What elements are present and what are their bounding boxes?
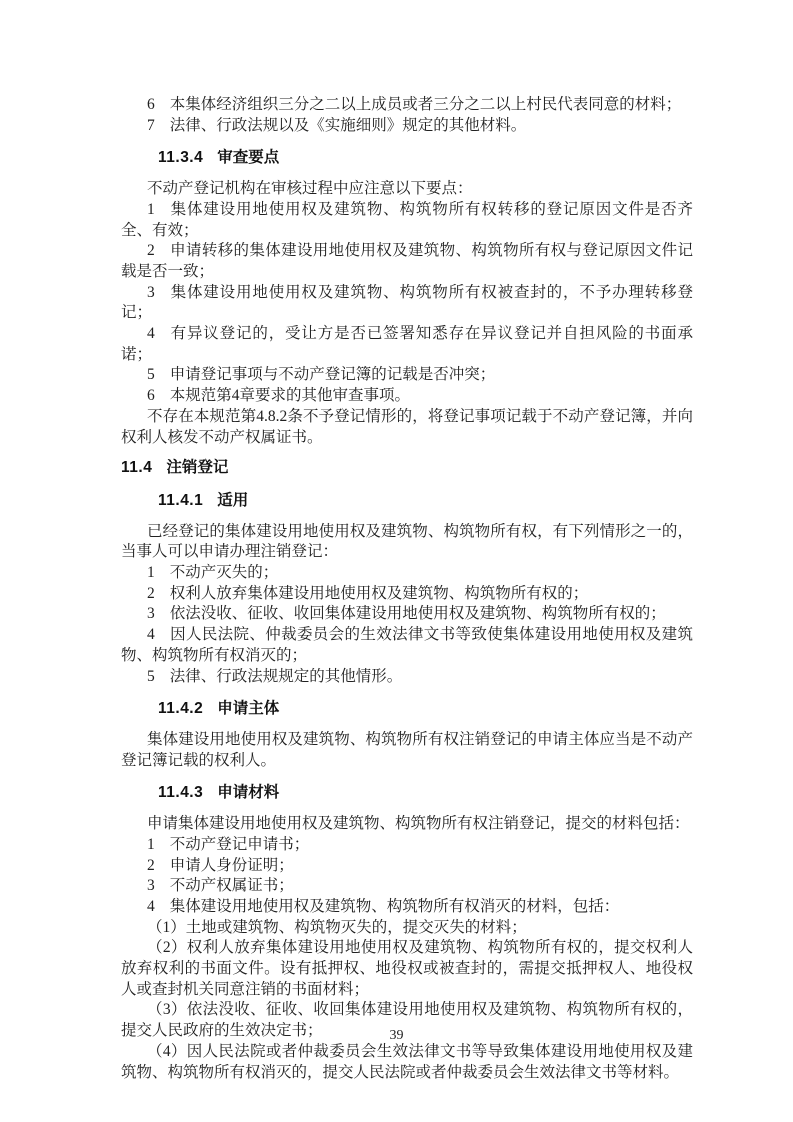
list-item <box>121 95 693 116</box>
item-text: 集体建设用地使用权及建筑物、构筑物所有权消灭的材料，包括： <box>169 897 620 915</box>
item-number: 2 <box>147 242 155 260</box>
subsection-heading <box>158 699 693 720</box>
paragraph: （1）土地或建筑物、构筑物灭失的，提交灭失的材料； <box>147 918 527 936</box>
item-text: 不动产登记申请书； <box>169 835 310 853</box>
list-item <box>121 667 693 688</box>
paragraph: （2）权利人放弃集体建设用地使用权及建筑物、构筑物所有权的，提交权利人放弃权利的书面文件。设有抵押权、地役权或被查封的，需提交抵押权人、地役权人或查封机关同意注销的书面材料； <box>121 939 693 998</box>
item-number: 5 <box>147 366 155 384</box>
heading-number: 11.4.3 <box>158 784 204 802</box>
heading-title: 注销登记 <box>166 459 229 477</box>
list-item <box>121 835 693 856</box>
item-text: 集体建设用地使用权及建筑物、构筑物所有权转移的登记原因文件是否齐全、有效； <box>121 200 693 239</box>
item-text: 法律、行政法规以及《实施细则》规定的其他材料。 <box>169 116 527 134</box>
item-number: 4 <box>147 325 155 343</box>
item-number: 3 <box>147 877 155 895</box>
list-item <box>121 876 693 897</box>
section-heading <box>121 458 693 479</box>
heading-number: 11.4.2 <box>158 700 204 718</box>
item-number: 4 <box>147 626 155 644</box>
item-text: 申请人身份证明； <box>169 856 294 874</box>
list-item <box>121 116 693 137</box>
list-item <box>121 625 693 666</box>
item-number: 3 <box>147 283 155 301</box>
list-item <box>121 324 693 365</box>
heading-title: 适用 <box>217 491 249 509</box>
paragraph: （4）因人民法院或者仲裁委员会生效法律文书等导致集体建设用地使用权及建筑物、构筑物所有权消灭的，提交人民法院或者仲裁委员会生效法律文书等材料。 <box>121 1042 693 1081</box>
item-text: 依法没收、征收、收回集体建设用地使用权及建筑物、构筑物所有权的； <box>169 605 666 623</box>
item-text: 不动产权属证书； <box>169 877 294 895</box>
item-number: 1 <box>147 835 155 853</box>
item-text: 申请登记事项与不动产登记簿的记载是否冲突； <box>169 366 496 384</box>
item-text: 集体建设用地使用权及建筑物、构筑物所有权被查封的，不予办理转移登记； <box>121 283 693 322</box>
heading-title: 申请材料 <box>217 784 280 802</box>
heading-number: 11.4.1 <box>158 491 204 509</box>
item-text: 本规范第4章要求的其他审查事项。 <box>169 387 411 405</box>
list-item <box>121 200 693 241</box>
subsection-heading <box>158 148 693 169</box>
page-number: 39 <box>389 1028 404 1043</box>
list-item <box>121 241 693 282</box>
item-number: 5 <box>147 667 155 685</box>
list-item <box>121 856 693 877</box>
subsection-heading <box>158 491 693 512</box>
list-item <box>121 584 693 605</box>
paragraph: 不动产登记机构在审核过程中应注意以下要点： <box>147 180 473 198</box>
item-number: 1 <box>147 200 155 218</box>
item-number: 2 <box>147 856 155 874</box>
item-number: 6 <box>147 96 155 113</box>
heading-title: 申请主体 <box>217 700 280 718</box>
item-text: 本集体经济组织三分之二以上成员或者三分之二以上村民代表同意的材料； <box>169 96 682 113</box>
item-number: 7 <box>147 116 155 134</box>
heading-number: 11.3.4 <box>158 149 204 167</box>
paragraph: （3）依法没收、征收、收回集体建设用地使用权及建筑物、构筑物所有权的，提交人民政府的生效决定书； <box>121 1001 693 1040</box>
list-item <box>121 563 693 584</box>
item-text: 申请转移的集体建设用地使用权及建筑物、构筑物所有权与登记原因文件记载是否一致； <box>121 242 693 280</box>
list-item <box>121 365 693 386</box>
list-item <box>121 604 693 625</box>
document-content <box>121 95 693 1083</box>
item-number: 1 <box>147 564 155 582</box>
subsection-heading <box>158 783 693 804</box>
list-item <box>121 897 693 918</box>
paragraph: 不存在本规范第4.8.2条不予登记情形的，将登记事项记载于不动产登记簿，并向权利人核发不动产权属证书。 <box>121 407 693 446</box>
heading-number: 11.4 <box>121 459 153 477</box>
item-text: 权利人放弃集体建设用地使用权及建筑物、构筑物所有权的； <box>169 584 589 602</box>
paragraph: 集体建设用地使用权及建筑物、构筑物所有权注销登记的申请主体应当是不动产登记簿记载的权利人。 <box>121 730 693 769</box>
item-number: 4 <box>147 897 155 915</box>
item-text: 不动产灭失的； <box>169 564 279 582</box>
list-item <box>121 386 693 407</box>
item-number: 6 <box>147 387 155 405</box>
item-number: 2 <box>147 584 155 602</box>
item-text: 有异议登记的，受让方是否已签署知悉存在异议登记并自担风险的书面承诺； <box>121 325 693 363</box>
paragraph: 已经登记的集体建设用地使用权及建筑物、构筑物所有权，有下列情形之一的，当事人可以申请办理注销登记： <box>121 522 693 561</box>
item-text: 因人民法院、仲裁委员会的生效法律文书等致使集体建设用地使用权及建筑物、构筑物所有权消灭的； <box>121 626 693 664</box>
item-text: 法律、行政法规规定的其他情形。 <box>169 667 403 685</box>
paragraph: 申请集体建设用地使用权及建筑物、构筑物所有权注销登记，提交的材料包括： <box>147 815 690 833</box>
heading-title: 审查要点 <box>217 149 280 167</box>
item-number: 3 <box>147 605 155 623</box>
list-item <box>121 283 693 324</box>
